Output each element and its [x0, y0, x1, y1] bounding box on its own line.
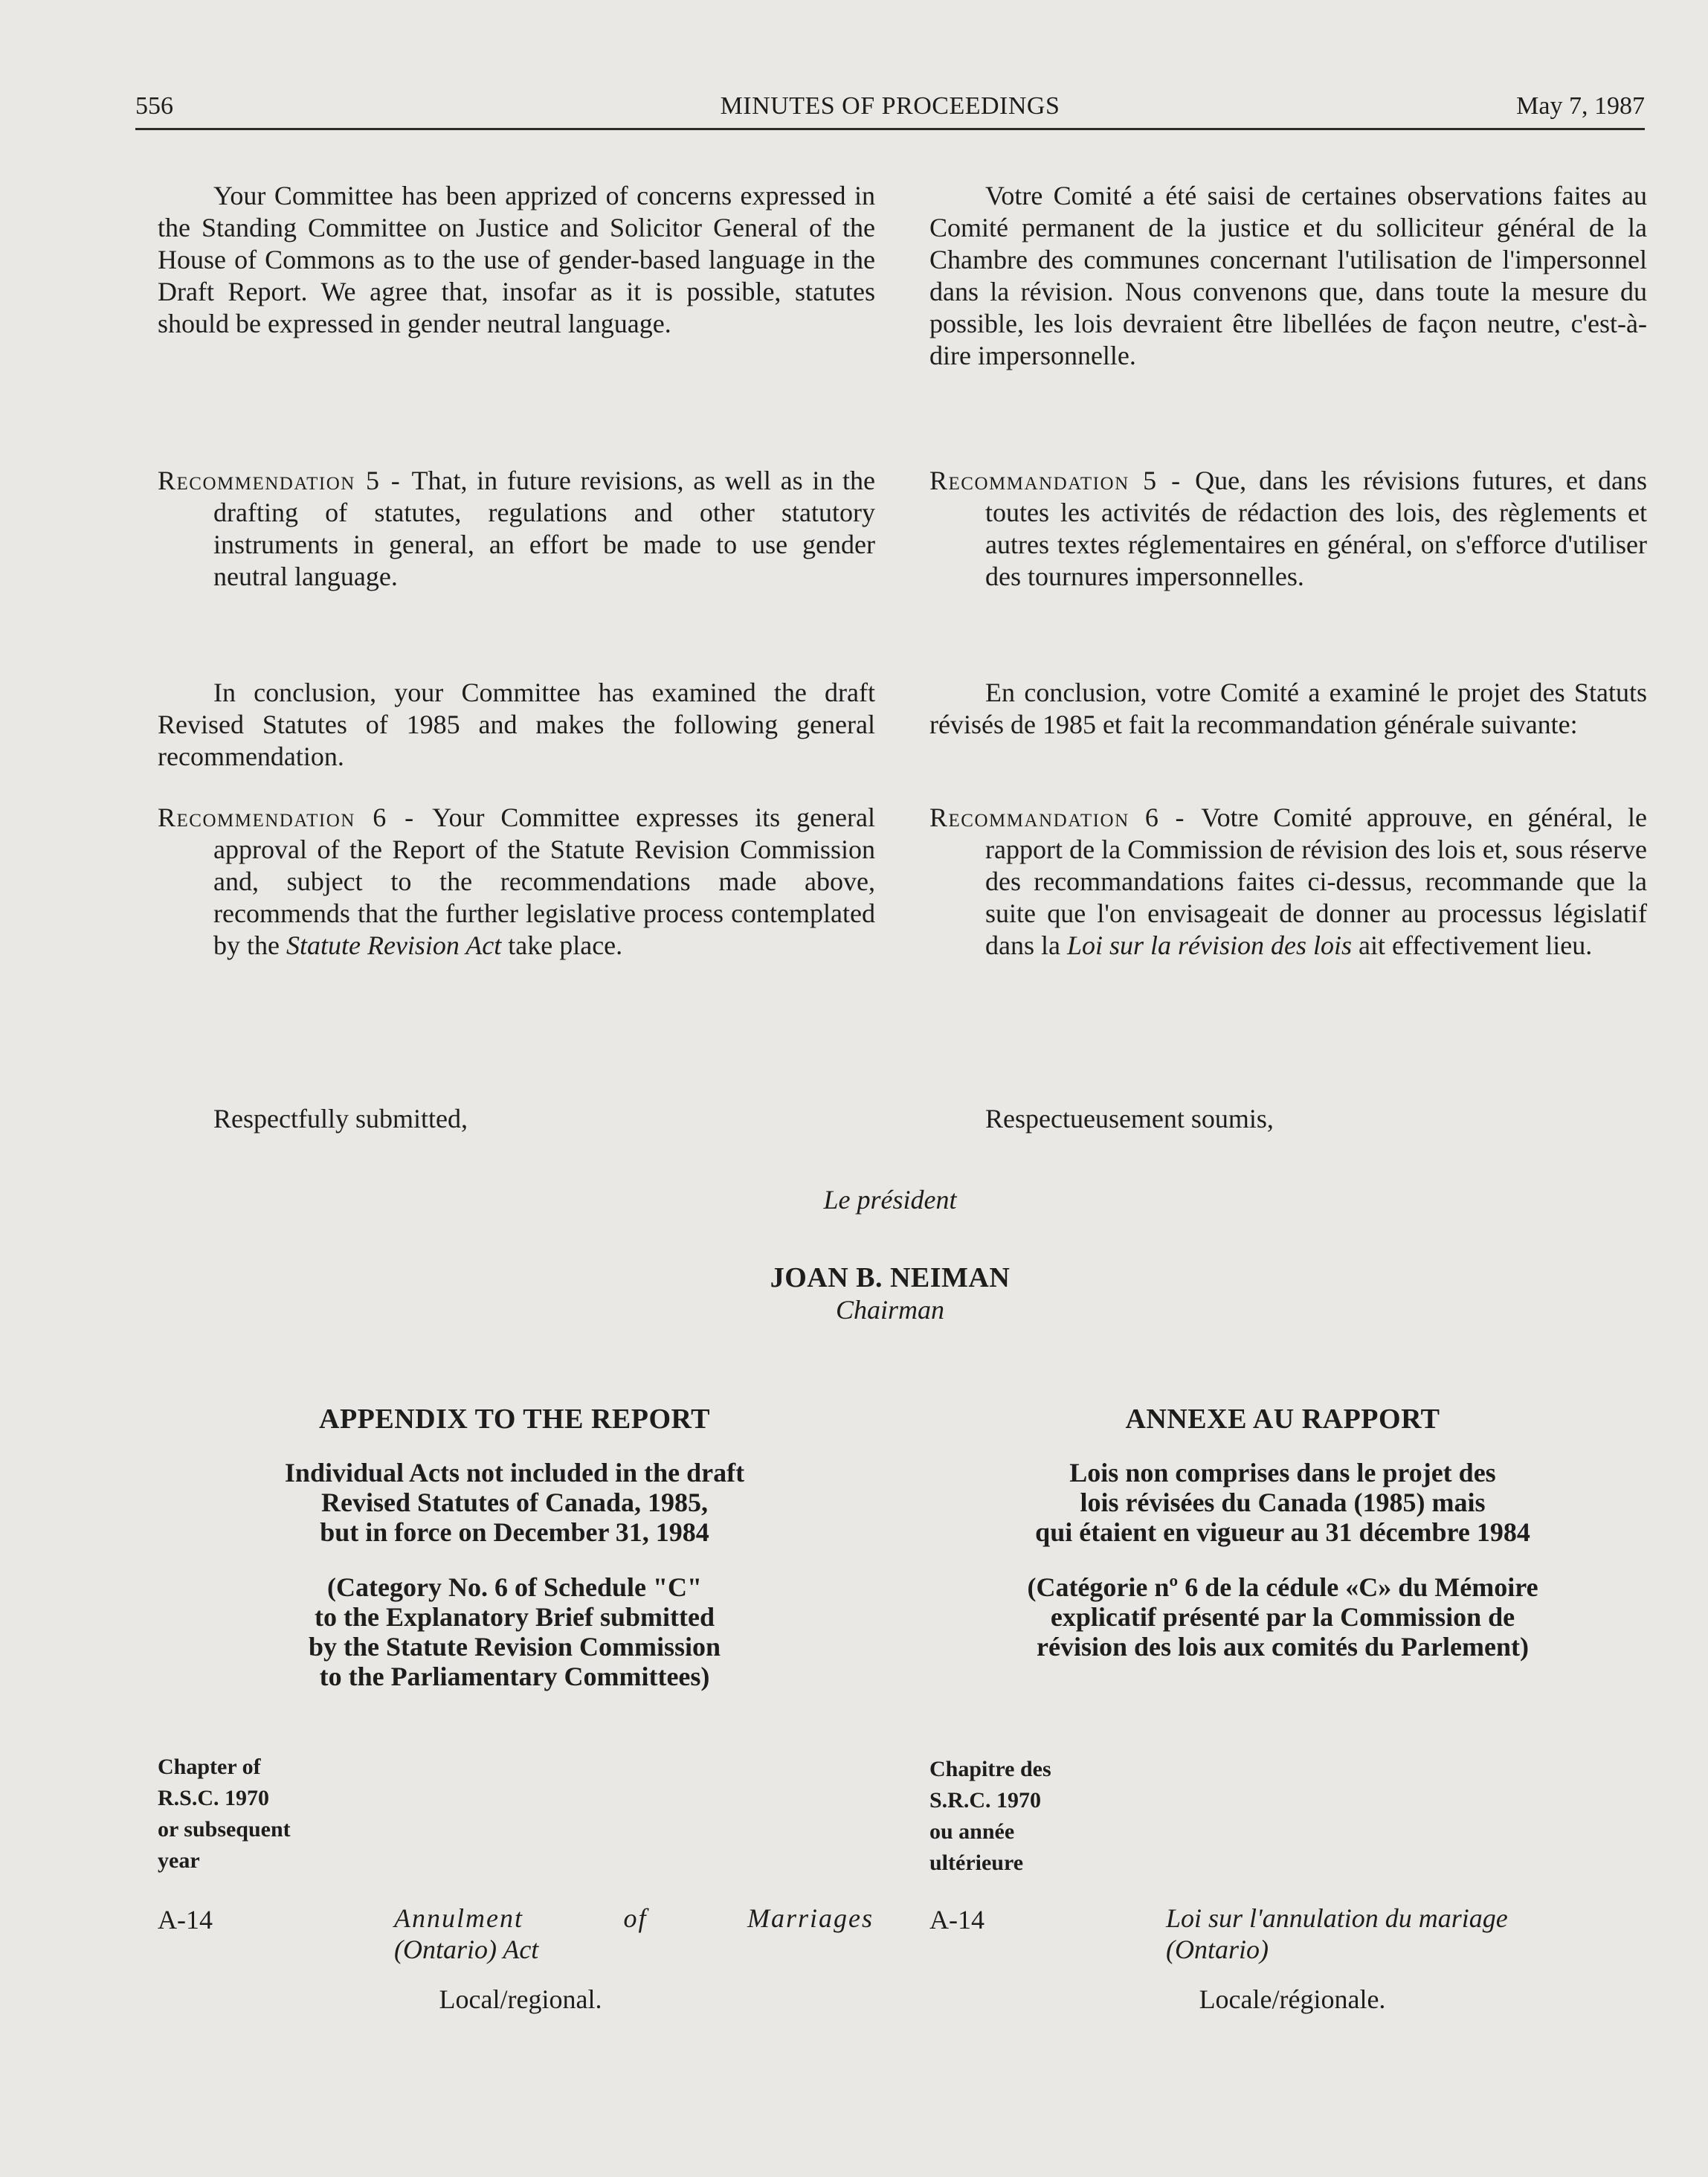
appendix-subtitle-fr-line: qui étaient en vigueur au 31 décembre 1984: [1035, 1517, 1530, 1547]
french-rec6: [929, 802, 1647, 962]
english-para-2: In conclusion, your Committee has examined the draft Revised Statutes of 1985 and makes the following general recommendation.: [158, 678, 875, 771]
english-rec6: [158, 802, 875, 962]
english-conclusion: [158, 677, 875, 773]
french-para-1: Votre Comité a été saisi de certaines observations faites au Comité permanent de la justice et du solliciteur général de la Chambre des communes concernant l'utilisation de l'impersonnel dans la révision. Nous convenons que, dans toute la mesure du possible, les lois devraient être libellées de façon neutre, c'est-à-dire impersonnelle.: [929, 181, 1647, 370]
french-column: [929, 180, 1647, 372]
rec5-text-en: That, in future revisions, as well as in the drafting of statutes, regulations and other statutory instruments in general, an effort be made to use gender neutral language.: [213, 466, 876, 591]
rec6-text-b-fr: ait effectivement lieu.: [1352, 930, 1593, 960]
english-closing-wrap: [158, 1103, 875, 1135]
appendix-category-fr-line: explicatif présenté par la Commission de: [1050, 1602, 1515, 1632]
english-rec5: [158, 465, 875, 593]
chapter-head-en-line: or subsequent: [158, 1817, 291, 1842]
act-title-fr: [1166, 1903, 1642, 1965]
rec5-label-en: Recommendation 5 -: [158, 466, 412, 495]
appendix-subtitle-fr: [933, 1458, 1632, 1547]
act-title-fr-line: (Ontario): [1166, 1935, 1269, 1964]
appendix-category-en-line: by the Statute Revision Commission: [308, 1632, 721, 1662]
signature-chairman: Chairman: [835, 1295, 945, 1325]
act-title-fr-line: Loi sur l'annulation du mariage: [1166, 1903, 1508, 1933]
appendix-title-fr: ANNEXE AU RAPPORT: [1125, 1403, 1440, 1435]
chapter-head-fr-line: ultérieure: [929, 1850, 1024, 1875]
appendix-fr: [933, 1403, 1632, 1662]
act-title-en: [394, 1903, 874, 1965]
act-code-fr: A-14: [929, 1905, 984, 1935]
chapter-head-fr-line: S.R.C. 1970: [929, 1788, 1042, 1813]
rec6-italic-fr: Loi sur la révision des lois: [1066, 930, 1352, 960]
english-para-1: Your Committee has been apprized of concerns expressed in the Standing Committee on Justice and Solicitor General of the House of Commons as to the use of gender-based language in the Draft Report. We agree that, insofar as it is possible, statutes should be expressed in gender neutral language.: [158, 181, 875, 338]
french-rec5: [929, 465, 1647, 593]
appendix-subtitle-fr-line: lois révisées du Canada (1985) mais: [1080, 1488, 1486, 1517]
chapter-head-fr-line: Chapitre des: [929, 1757, 1051, 1781]
page-header: [135, 88, 1645, 130]
act-scope-en: Local/regional.: [439, 1984, 602, 2014]
rec6-text-a-fr: Votre Comité approuve, en général, le rapport de la Commission de révision des lois et, sous réserve des recommandations faites ci-dessus, recommande que la suite que l'on envisageait de donner au processus législatif dans la: [985, 803, 1648, 960]
appendix-category-fr: [933, 1572, 1632, 1662]
running-title: MINUTES OF PROCEEDINGS: [720, 92, 1060, 120]
chapter-head-en-line: year: [158, 1848, 200, 1873]
rec6-text-b-en: take place.: [501, 930, 623, 960]
appendix-subtitle-en-line: Individual Acts not included in the draft: [284, 1458, 745, 1488]
appendix-category-fr-line: (Catégorie nº 6 de la cédule «C» du Mémoire: [1027, 1572, 1538, 1602]
chapter-head-en-line: R.S.C. 1970: [158, 1786, 270, 1810]
appendix-category-en-line: to the Parliamentary Committees): [319, 1662, 710, 1691]
appendix-title-en: APPENDIX TO THE REPORT: [319, 1403, 710, 1435]
act-scope-fr: Locale/régionale.: [1199, 1984, 1386, 2014]
appendix-category-en-line: (Category No. 6 of Schedule "C": [327, 1572, 702, 1602]
english-column: [158, 180, 875, 340]
rec6-label-fr: Recommandation 6 -: [929, 803, 1202, 832]
appendix-subtitle-en: [165, 1458, 864, 1547]
french-closing-wrap: [929, 1103, 1647, 1135]
appendix-subtitle-fr-line: Lois non comprises dans le projet des: [1069, 1458, 1496, 1488]
rec6-label-en: Recommendation 6 -: [158, 803, 433, 832]
appendix-category-fr-line: révision des lois aux comités du Parlement): [1037, 1632, 1529, 1662]
act-title-en-line: (Ontario) Act: [394, 1935, 539, 1964]
rec6-italic-en: Statute Revision Act: [286, 930, 502, 960]
appendix-category-en: [165, 1572, 864, 1691]
appendix-subtitle-en-line: Revised Statutes of Canada, 1985,: [320, 1488, 708, 1517]
appendix-subtitle-en-line: but in force on December 31, 1984: [320, 1517, 709, 1547]
signature-le-president: Le président: [823, 1185, 957, 1215]
appendix-category-en-line: to the Explanatory Brief submitted: [315, 1602, 715, 1632]
act-code-en: A-14: [158, 1905, 213, 1935]
rec5-text-fr: Que, dans les révisions futures, et dans toutes les activités de rédaction des lois, des règlements et autres textes réglementaires en général, on s'efforce d'utiliser des tournures impersonnelles.: [985, 466, 1647, 591]
chapter-head-en: [158, 1752, 291, 1877]
chapter-head-fr: [929, 1754, 1051, 1879]
chapter-head-en-line: Chapter of: [158, 1755, 261, 1779]
appendix-en: [165, 1403, 864, 1691]
chapter-head-fr-line: ou année: [929, 1819, 1015, 1844]
french-para-2: En conclusion, votre Comité a examiné le projet des Statuts révisés de 1985 et fait la recommandation générale suivante:: [929, 678, 1647, 739]
rec5-label-fr: Recommandation 5 -: [929, 466, 1196, 495]
french-conclusion: [929, 677, 1647, 741]
page-number: 556: [135, 92, 173, 120]
rec6-text-a-en: Your Committee expresses its general approval of the Report of the Statute Revision Commission and, subject to the recommendations made above, recommends that the further legislative process contemplated by the: [213, 803, 875, 960]
act-title-en-line: Annulment of Marriages: [394, 1903, 874, 1933]
english-closing: Respectfully submitted,: [213, 1104, 468, 1133]
signature-name: JOAN B. NEIMAN: [770, 1262, 1011, 1293]
page-date: May 7, 1987: [1516, 92, 1645, 120]
french-closing: Respectueusement soumis,: [985, 1104, 1274, 1133]
